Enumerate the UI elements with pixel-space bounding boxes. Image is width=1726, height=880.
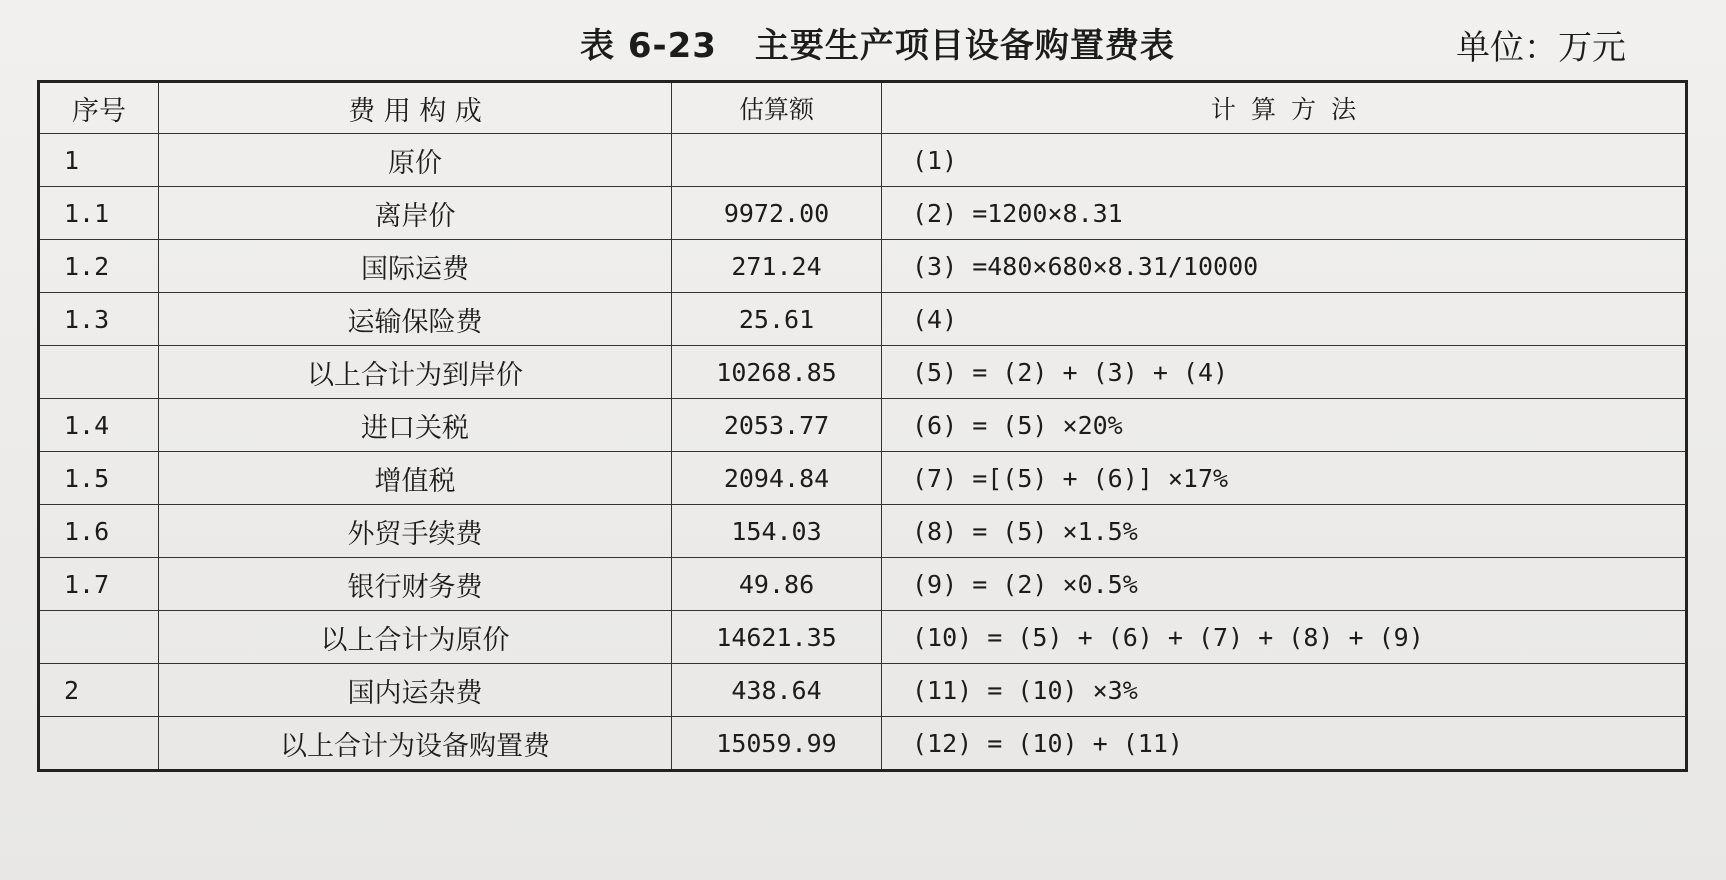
cell-seq: 1.4 bbox=[39, 399, 159, 452]
table-header-row bbox=[39, 82, 1687, 134]
cell-estimate: 2053.77 bbox=[672, 399, 882, 452]
cell-composition: 以上合计为原价 bbox=[159, 611, 672, 664]
cell-composition: 国内运杂费 bbox=[159, 664, 672, 717]
table-row bbox=[39, 505, 1687, 558]
cell-method: (3) =480×680×8.31/10000 bbox=[882, 240, 1687, 293]
table-number: 表 6-23 bbox=[580, 26, 717, 66]
cell-composition: 离岸价 bbox=[159, 187, 672, 240]
cell-estimate: 14621.35 bbox=[672, 611, 882, 664]
cell-seq: 1.3 bbox=[39, 293, 159, 346]
cell-estimate bbox=[672, 134, 882, 187]
cell-method: (10) = (5) + (6) + (7) + (8) + (9) bbox=[882, 611, 1687, 664]
table-row bbox=[39, 134, 1687, 187]
cell-estimate: 438.64 bbox=[672, 664, 882, 717]
table-row bbox=[39, 187, 1687, 240]
equipment-cost-table bbox=[37, 80, 1688, 772]
cell-method: (5) = (2) + (3) + (4) bbox=[882, 346, 1687, 399]
cell-estimate: 9972.00 bbox=[672, 187, 882, 240]
cell-method: (4) bbox=[882, 293, 1687, 346]
cell-composition: 原价 bbox=[159, 134, 672, 187]
cell-method: (6) = (5) ×20% bbox=[882, 399, 1687, 452]
table-title bbox=[580, 18, 1175, 67]
cell-estimate: 10268.85 bbox=[672, 346, 882, 399]
cell-composition: 外贸手续费 bbox=[159, 505, 672, 558]
header-method: 计 算 方 法 bbox=[882, 82, 1687, 134]
cell-seq: 2 bbox=[39, 664, 159, 717]
cell-estimate: 49.86 bbox=[672, 558, 882, 611]
cell-composition: 以上合计为到岸价 bbox=[159, 346, 672, 399]
table-row bbox=[39, 664, 1687, 717]
header-estimate: 估算额 bbox=[672, 82, 882, 134]
cell-method: (11) = (10) ×3% bbox=[882, 664, 1687, 717]
table-title-text: 主要生产项目设备购置费表 bbox=[754, 26, 1175, 66]
cell-estimate: 25.61 bbox=[672, 293, 882, 346]
table-row bbox=[39, 346, 1687, 399]
cell-method: (9) = (2) ×0.5% bbox=[882, 558, 1687, 611]
cell-method: (8) = (5) ×1.5% bbox=[882, 505, 1687, 558]
cell-seq: 1 bbox=[39, 134, 159, 187]
header-composition: 费 用 构 成 bbox=[159, 82, 672, 134]
cell-estimate: 15059.99 bbox=[672, 717, 882, 771]
cell-composition: 以上合计为设备购置费 bbox=[159, 717, 672, 771]
header-seq: 序号 bbox=[39, 82, 159, 134]
table-row bbox=[39, 717, 1687, 771]
cell-method: (1) bbox=[882, 134, 1687, 187]
unit-label: 单位：万元 bbox=[1456, 28, 1626, 68]
cell-composition: 国际运费 bbox=[159, 240, 672, 293]
table-row bbox=[39, 399, 1687, 452]
table-row bbox=[39, 452, 1687, 505]
cell-composition: 运输保险费 bbox=[159, 293, 672, 346]
cell-method: (2) =1200×8.31 bbox=[882, 187, 1687, 240]
cell-seq bbox=[39, 346, 159, 399]
cell-estimate: 154.03 bbox=[672, 505, 882, 558]
cell-seq bbox=[39, 611, 159, 664]
cell-method: (12) = (10) + (11) bbox=[882, 717, 1687, 771]
cell-seq: 1.2 bbox=[39, 240, 159, 293]
cell-seq: 1.6 bbox=[39, 505, 159, 558]
cell-composition: 增值税 bbox=[159, 452, 672, 505]
table-row bbox=[39, 558, 1687, 611]
table-row bbox=[39, 240, 1687, 293]
cell-estimate: 271.24 bbox=[672, 240, 882, 293]
cell-estimate: 2094.84 bbox=[672, 452, 882, 505]
cell-seq: 1.7 bbox=[39, 558, 159, 611]
table-row bbox=[39, 611, 1687, 664]
cell-composition: 银行财务费 bbox=[159, 558, 672, 611]
cell-seq: 1.5 bbox=[39, 452, 159, 505]
cell-seq: 1.1 bbox=[39, 187, 159, 240]
table-row bbox=[39, 293, 1687, 346]
cell-method: (7) =[(5) + (6)] ×17% bbox=[882, 452, 1687, 505]
cell-composition: 进口关税 bbox=[159, 399, 672, 452]
cell-seq bbox=[39, 717, 159, 771]
